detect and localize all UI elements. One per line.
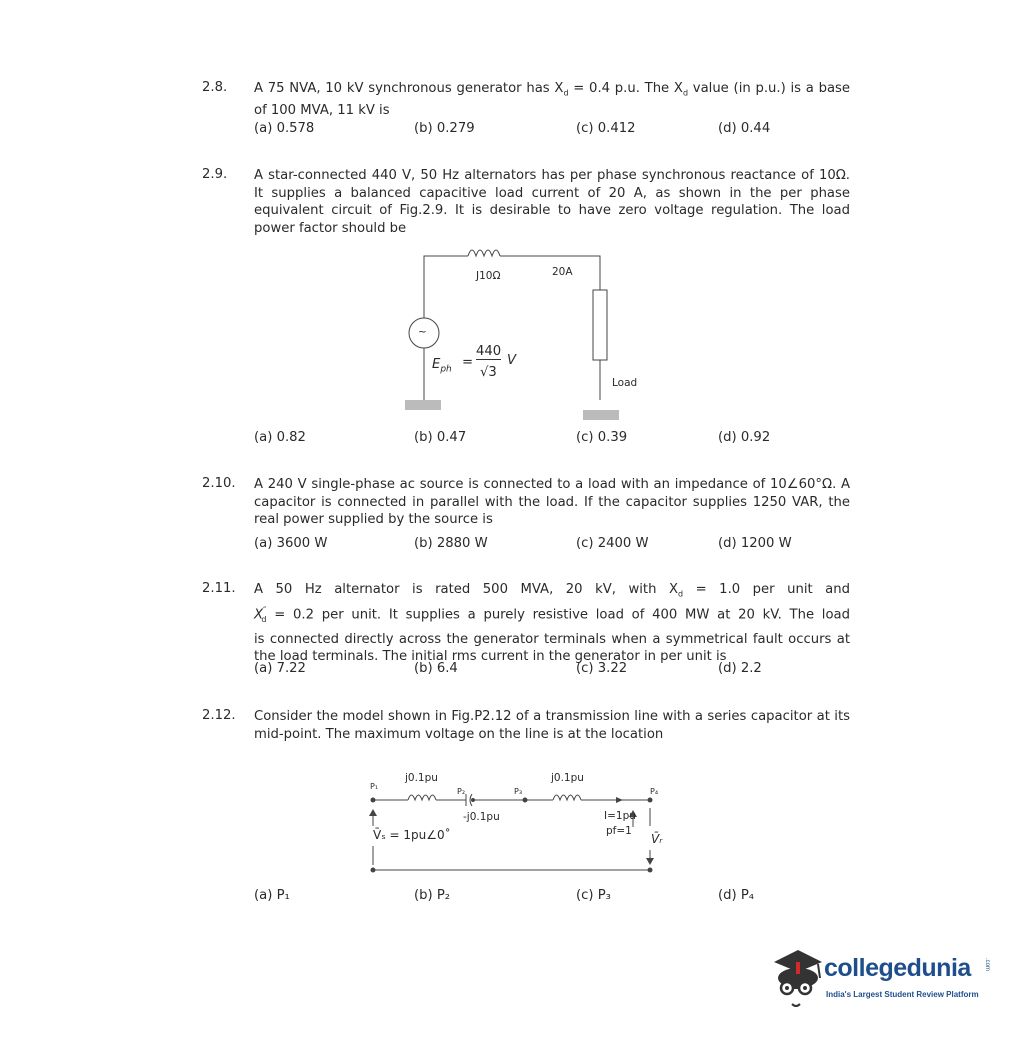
capacitor-label: -j0.1pu	[463, 811, 500, 823]
sending-voltage-label: V̄ₛ = 1pu∠0˚	[373, 828, 451, 842]
question-text: A 240 V single-phase ac source is connected to a load with an impedance of 10∠60°Ω. A capacitor is connected in parallel with the load. If the capacitor supplies 1250 VAR, the real power supplied by the source is	[254, 477, 850, 527]
question-text: A 75 NVA, 10 kV synchronous generator has $X_d = 0.4$ p.u. The $X_d$ value (in p.u.) is a base of 100 MVA, 11 kV is	[254, 81, 851, 119]
option-d: (d) 0.44	[718, 121, 771, 136]
arrow-right-line	[616, 797, 623, 803]
sine-symbol: ~	[418, 326, 427, 338]
node-label-p2: P₂	[457, 787, 466, 796]
option-b: (b) 0.279	[414, 121, 475, 136]
option-b: (b) 0.47	[414, 430, 467, 445]
brand-domain: .com	[984, 958, 990, 972]
current-label: I=1pu	[604, 810, 636, 822]
reactance-label-2: j0.1pu	[551, 772, 584, 784]
brand-tagline: India's Largest Student Review Platform	[826, 990, 979, 999]
node-p1	[371, 798, 376, 803]
option-c: (c) P₃	[576, 888, 611, 903]
fraction-numerator: 440	[476, 344, 502, 359]
option-a: (a) 0.578	[254, 121, 315, 136]
arrow-up-vs	[369, 809, 377, 816]
power-factor-label: pf=1	[606, 825, 632, 837]
receiving-voltage-label: V̄ᵣ	[651, 832, 663, 846]
option-d: (d) P₄	[718, 888, 755, 903]
option-d: (d) 2.2	[718, 661, 762, 676]
graduate-mascot-icon	[766, 944, 826, 1014]
option-b: (b) 2880 W	[414, 536, 488, 551]
option-d: (d) 1200 W	[718, 536, 792, 551]
brand-name: collegedunia	[824, 954, 971, 982]
option-a: (a) 3600 W	[254, 536, 328, 551]
reactance-label-1: j0.1pu	[405, 772, 438, 784]
question-text: A 50 Hz alternator is rated 500 MVA, 20 kV, with $X_d = 1.0$ per unit and $X''_d = 0.2$ per unit. It supplies a purely resistive load of 400 MW at 20 kV. The load is connected directly across the generator terminals when a symmetrical fault occurs at the load terminals. The initial rms current in the generator in per unit is	[254, 582, 850, 665]
unit-label: V	[507, 353, 517, 368]
node-p3	[523, 798, 528, 803]
option-a: (a) P₁	[254, 888, 290, 903]
option-a: (a) 7.22	[254, 661, 306, 676]
option-c: (c) 0.412	[576, 121, 636, 136]
node-p4	[648, 798, 653, 803]
arrow-down-vr	[646, 858, 654, 865]
option-c: (c) 3.22	[576, 661, 628, 676]
load-label: Load	[612, 377, 638, 389]
option-c: (c) 2400 W	[576, 536, 649, 551]
node-label-p4: P₄	[650, 787, 659, 796]
eph-label: $E_{ph}$	[432, 357, 452, 375]
fraction-denominator: √3	[480, 365, 497, 380]
question-number: 2.12.	[202, 708, 236, 723]
option-a: (a) 0.82	[254, 430, 306, 445]
question-text: A star-connected 440 V, 50 Hz alternators has per phase synchronous reactance of 10Ω. It supplies a balanced capacitive load current of 20 A, as shown in the per phase equivalent circuit of Fig.2.9. It is desirable to have zero voltage regulation. The load power factor should be	[254, 168, 850, 236]
collegedunia-logo	[766, 944, 1006, 1014]
inductor-1	[408, 795, 436, 800]
option-b: (b) 6.4	[414, 661, 458, 676]
option-d: (d) 0.92	[718, 430, 771, 445]
option-b: (b) P₂	[414, 888, 451, 903]
current-label: 20A	[552, 266, 573, 278]
question-number: 2.8.	[202, 80, 228, 95]
question-text: Consider the model shown in Fig.P2.12 of a transmission line with a series capacitor at its mid-point. The maximum voltage on the line is at the location	[254, 709, 850, 742]
node-p2	[471, 798, 475, 802]
option-c: (c) 0.39	[576, 430, 628, 445]
node-label-p1: P₁	[370, 782, 379, 791]
question-number: 2.11.	[202, 581, 236, 596]
reactance-label: J10Ω	[476, 270, 501, 282]
question-number: 2.10.	[202, 476, 236, 491]
equals-sign: =	[462, 355, 474, 370]
node-label-p3: P₃	[514, 787, 523, 796]
inductor-2	[553, 795, 581, 800]
question-number: 2.9.	[202, 167, 228, 182]
